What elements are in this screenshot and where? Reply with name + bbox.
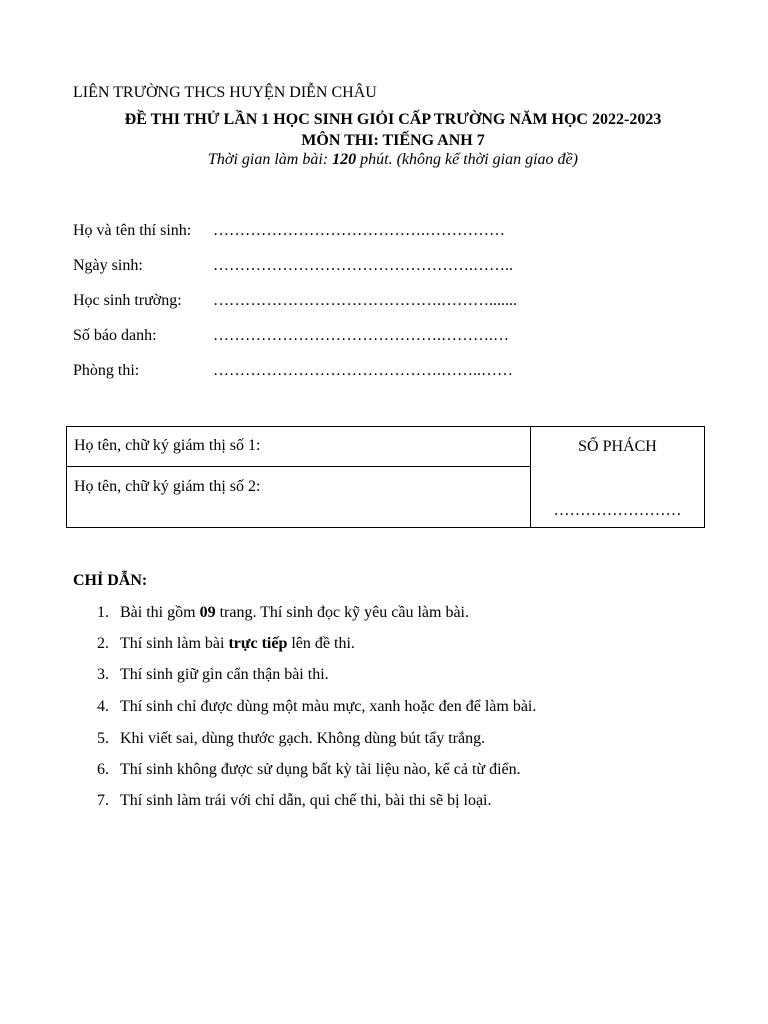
instruction-text-pre: Thí sinh giữ gìn cẩn thận bài thi.	[120, 666, 329, 683]
instruction-text	[120, 698, 536, 716]
field-dots-school[interactable]: …………………………………….……….......	[213, 292, 517, 309]
instruction-text-pre: Khi viết sai, dùng thước gạch. Không dùng bút tẩy trắng.	[120, 730, 486, 747]
field-dots-birth-date[interactable]: ………………………………………….……..	[213, 257, 513, 274]
so-phach-title: SỐ PHÁCH	[578, 438, 657, 455]
instruction-item	[0, 761, 521, 779]
supervisor-1-label: Họ tên, chữ ký giám thị số 1:	[74, 437, 261, 454]
time-value: 120	[332, 151, 357, 168]
instruction-text-pre: Thí sinh không được sử dụng bất kỳ tài liệu nào, kể cả từ điển.	[120, 761, 521, 778]
instruction-text-bold: trực tiếp	[228, 635, 288, 652]
supervisor-table	[66, 426, 705, 528]
time-suffix: phút. (không kể thời gian giao đề)	[356, 151, 578, 168]
instruction-number: 5.	[97, 730, 109, 747]
field-label-candidate-number: Số báo danh:	[73, 327, 157, 344]
time-prefix: Thời gian làm bài:	[208, 151, 333, 168]
instruction-text-post: trang. Thí sinh đọc kỹ yêu cầu làm bài.	[215, 604, 469, 621]
instruction-item	[0, 698, 536, 716]
field-dots-candidate-number[interactable]: …………………………………….……….…	[213, 327, 509, 344]
field-label-exam-room: Phòng thi:	[73, 362, 140, 379]
instruction-number: 3.	[97, 666, 109, 683]
instruction-text	[120, 666, 329, 684]
instruction-item	[0, 666, 329, 684]
instruction-number: 2.	[97, 635, 109, 652]
instruction-number: 4.	[97, 698, 109, 715]
instruction-item	[0, 635, 355, 653]
instruction-item	[0, 792, 492, 810]
field-label-full-name: Họ và tên thí sinh:	[73, 222, 192, 239]
instruction-text-pre: Bài thi gồm	[120, 604, 200, 621]
field-dots-exam-room[interactable]: …………………………………….……..……	[213, 362, 513, 379]
supervisor-2-label: Họ tên, chữ ký giám thị số 2:	[74, 478, 261, 495]
instruction-number: 6.	[97, 761, 109, 778]
school-name: LIÊN TRƯỜNG THCS HUYỆN DIỄN CHÂU	[73, 84, 377, 101]
exam-subject: MÔN THI: TIẾNG ANH 7	[301, 132, 485, 149]
instruction-text	[120, 761, 521, 779]
instruction-text	[120, 792, 492, 810]
field-label-birth-date: Ngày sinh:	[73, 257, 143, 274]
instruction-text	[120, 604, 469, 622]
instruction-number: 1.	[97, 604, 109, 621]
instruction-text-pre: Thí sinh làm bài	[120, 635, 229, 652]
so-phach-cell	[531, 427, 705, 528]
instruction-item	[0, 730, 485, 748]
instruction-text	[120, 730, 485, 748]
instruction-number: 7.	[97, 792, 109, 809]
instructions-heading: CHỈ DẪN:	[73, 572, 148, 589]
exam-time	[0, 151, 768, 169]
instruction-text	[120, 635, 355, 653]
supervisor-2-cell[interactable]	[67, 467, 531, 528]
exam-title: ĐỀ THI THỬ LẦN 1 HỌC SINH GIỎI CẤP TRƯỜNG NĂM HỌC 2022-2023	[124, 111, 662, 128]
instruction-item	[0, 604, 469, 622]
instruction-text-bold: 09	[199, 604, 216, 621]
instruction-text-pre: Thí sinh chỉ được dùng một màu mực, xanh hoặc đen để làm bài.	[120, 698, 537, 715]
so-phach-dots[interactable]: ……………………	[553, 502, 682, 519]
field-label-school: Học sinh trường:	[73, 292, 182, 309]
instruction-text-post: lên đề thi.	[287, 635, 355, 652]
instruction-text-pre: Thí sinh làm trái với chỉ dẫn, qui chế thi, bài thi sẽ bị loại.	[120, 792, 492, 809]
supervisor-1-cell[interactable]	[67, 427, 531, 467]
field-dots-full-name[interactable]: ………………………………….……………	[213, 222, 505, 239]
